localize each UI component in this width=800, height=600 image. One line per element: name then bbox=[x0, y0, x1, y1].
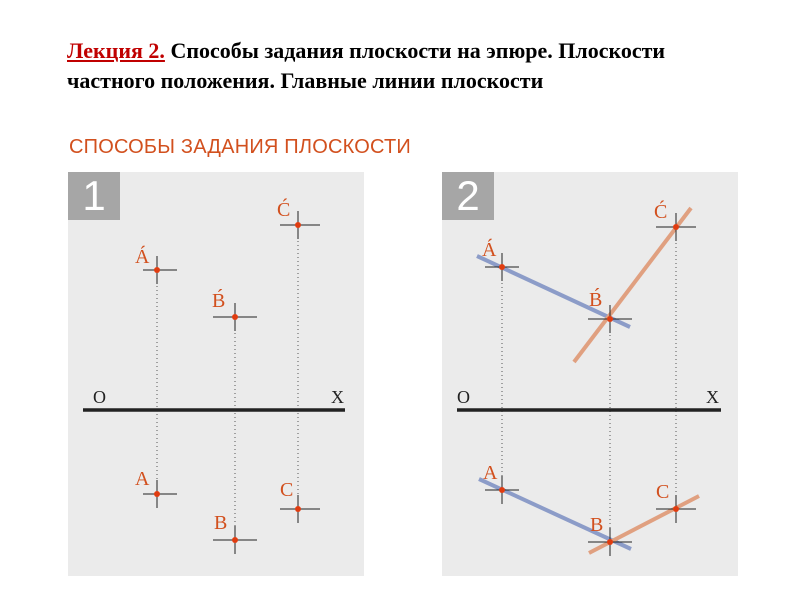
point-c-bottom bbox=[280, 479, 320, 523]
panel-number-badge: 2 bbox=[442, 172, 494, 220]
point-c-top bbox=[277, 197, 320, 239]
panel-number-badge: 1 bbox=[68, 172, 120, 220]
point-a-bottom bbox=[483, 462, 519, 504]
epure-diagram-2 bbox=[442, 172, 738, 576]
line-bc-bottom bbox=[589, 496, 699, 553]
lecture-title: Способы задания плоскости на эпюре. Плоскости частного положения. Главные линии плоскости bbox=[67, 38, 666, 93]
line-bc-top bbox=[574, 208, 691, 362]
label-a-bottom: A bbox=[135, 468, 150, 490]
label-a-bottom: A bbox=[483, 462, 498, 484]
point-a-top bbox=[135, 245, 177, 284]
label-a-top: Á bbox=[482, 239, 497, 261]
diagram-panel-2 bbox=[442, 172, 738, 576]
label-c-top: Ć bbox=[277, 199, 291, 221]
x-axis-label: X bbox=[706, 387, 719, 407]
origin-label: O bbox=[457, 387, 470, 407]
page-title bbox=[67, 36, 707, 96]
section-subtitle: СПОСОБЫ ЗАДАНИЯ ПЛОСКОСТИ bbox=[69, 136, 411, 158]
point-a-bottom bbox=[135, 468, 177, 508]
label-c-bottom: C bbox=[280, 479, 294, 501]
label-a-top: Á bbox=[135, 246, 150, 268]
point-c-top bbox=[654, 199, 696, 241]
label-c-top: Ć bbox=[654, 201, 668, 223]
x-axis-label: X bbox=[331, 387, 344, 407]
label-b-bottom: B bbox=[590, 514, 604, 536]
label-b-top: B́ bbox=[589, 289, 603, 311]
diagram-panel-1 bbox=[68, 172, 364, 576]
label-c-bottom: C bbox=[656, 481, 670, 503]
epure-diagram-1 bbox=[68, 172, 364, 576]
point-b-top bbox=[212, 288, 257, 331]
label-b-bottom: B bbox=[214, 512, 228, 534]
label-b-top: B́ bbox=[212, 290, 226, 312]
lecture-number: Лекция 2. bbox=[67, 38, 165, 63]
point-b-bottom bbox=[213, 512, 257, 554]
origin-label: O bbox=[93, 387, 106, 407]
